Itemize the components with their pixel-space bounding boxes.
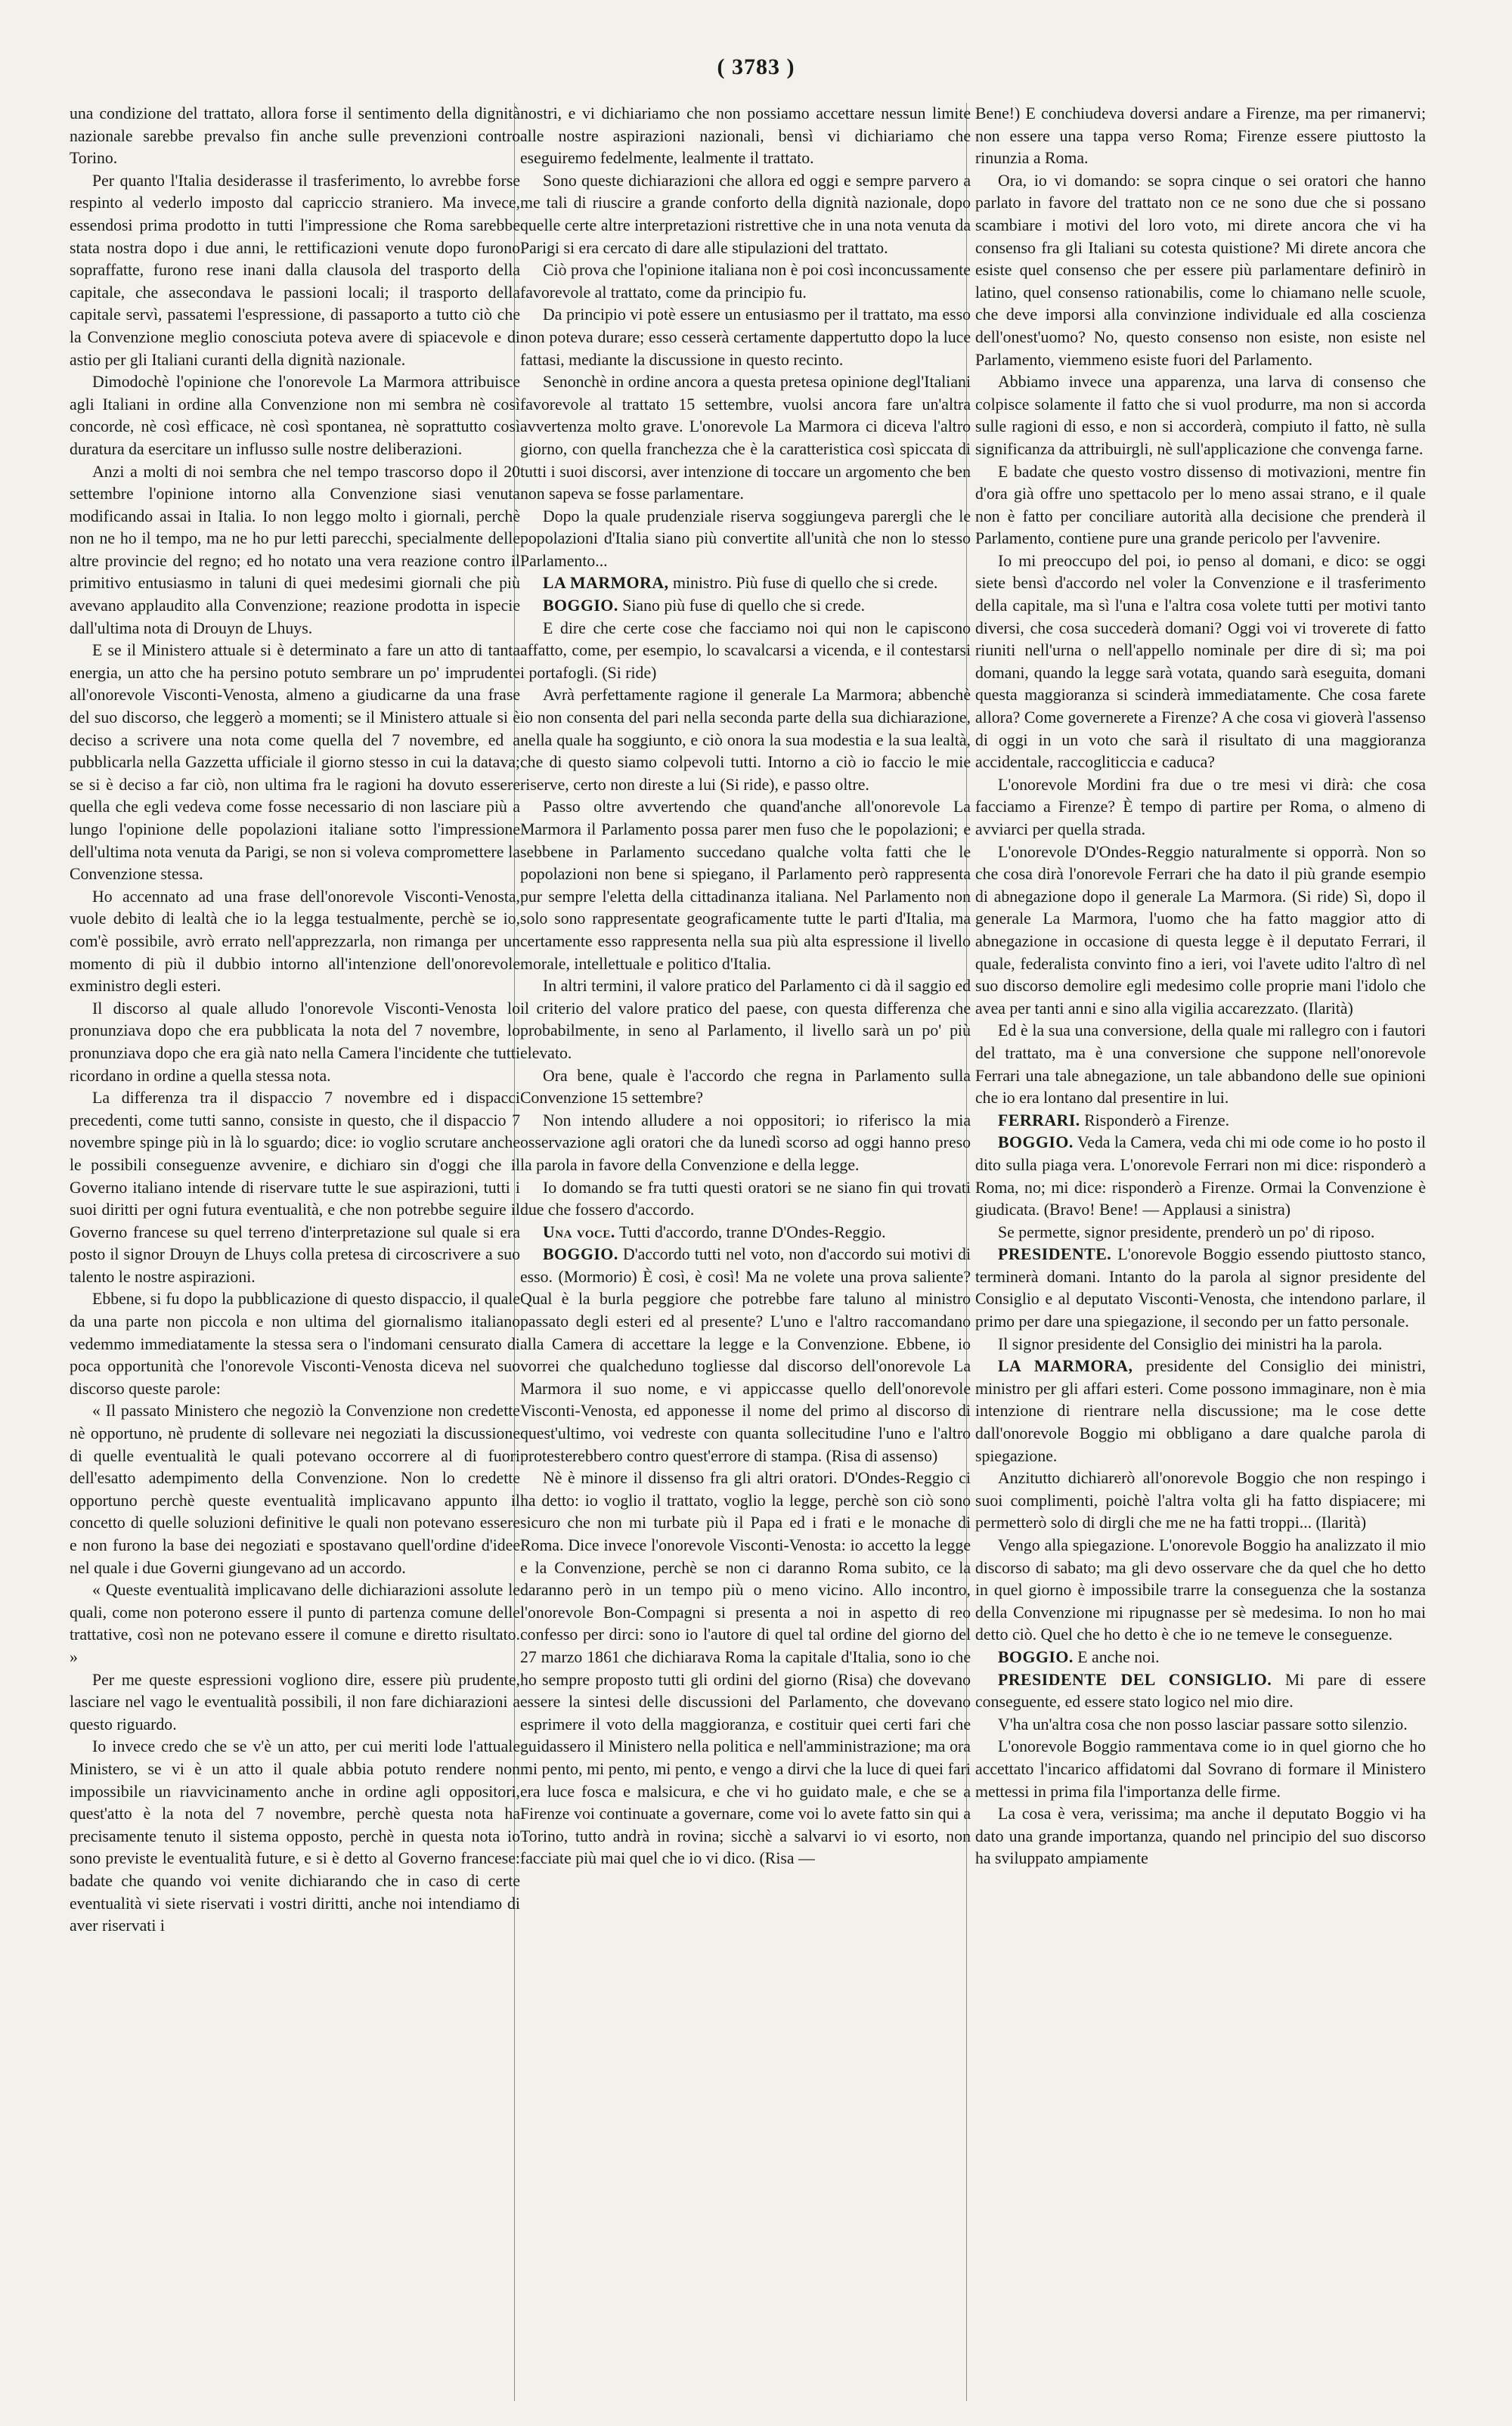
paragraph-text: La differenza tra il dispaccio 7 novembre ed i dispacci precedenti, come tutti sanno, consiste in questo, che il dispaccio 7 novembre spinge più in là lo sguardo; dice: io voglio scrutare anche le possibili conseguenze avvenire, e dichiaro sin d'oggi che il Governo italiano intende di riservare tutte le sue aspirazioni, tutti i suoi diritti per ogni futura eventualità, e che non potrebbe seguire il Governo francese su quel terreno d'interpretazione sul quale si era posto il signor Drouyn de Lhuys colla pretesa di circoscrivere a suo talento le nostre aspirazioni.	[70, 1089, 520, 1286]
paragraph	[520, 684, 971, 796]
speaker-name: FERRARI.	[998, 1111, 1080, 1129]
paragraph-text: Per quanto l'Italia desiderasse il trasferimento, lo avrebbe forse respinto al vederlo imposto dal capriccio straniero. Ma invece, essendosi prima prodotto in tutti l'impressione che Roma sarebbe stata nostra dopo i due anni, le rettificazioni venute dopo furono sopraffatte, furono rese inani dalla clausola del trasporto della capitale, che assecondava le passioni locali; il trasporto della capitale servì, passatemi l'espressione, di passaporto a tutto ciò che la Convenzione meglio conosciuta poteva avere di spiacevole e di astio per gli Italiani curanti della dignità nazionale.	[70, 171, 520, 369]
paragraph	[975, 461, 1426, 550]
paragraph-text: Vengo alla spiegazione. L'onorevole Boggio ha analizzato il mio discorso di sabato; ma gli devo osservare che da quel che ho detto in quel giorno è impossibile trarre la conseguenza che la sostanza della Convenzione mi ripugnasse per sè medesima. Io non ho mai detto ciò. Quel che ho detto è che io ne temeve le conseguenze.	[975, 1536, 1426, 1644]
paragraph-text: Anzitutto dichiarerò all'onorevole Boggio che non respingo i suoi complimenti, poichè l'altra volta gli ha fatto dispiacere; mi permetterò solo di dirgli che me ne ha fatti troppi... (Ilarità)	[975, 1469, 1426, 1532]
paragraph	[975, 170, 1426, 371]
paragraph	[975, 1803, 1426, 1870]
paragraph-text: Senonchè in ordine ancora a questa pretesa opinione degl'Italiani favorevole al trattato 15 settembre, vuolsi ancora fare un'altra avvertenza molto grave. L'onorevole La Marmora ci diceva l'altro giorno, con quella franchezza che è la caratteristica così spiccata di tutti i suoi discorsi, aver intenzione di toccare un argomento che ben non sapeva se fosse parlamentare.	[520, 373, 971, 503]
paragraph	[70, 640, 520, 886]
paragraph-text: nostri, e vi dichiariamo che non possiamo accettare nessun limite alle nostre aspirazioni nazionali, bensì vi dichiariamo che eseguiremo fedelmente, lealmente il trattato.	[520, 104, 971, 168]
paragraph	[520, 1467, 971, 1870]
paragraph-text: Avrà perfettamente ragione il generale La Marmora; abbenchè io non consenta del pari nella seconda parte della sua dichiarazione, nella quale ha soggiunto, e ciò onora la sua modestia e la sua lealtà, che di questo siamo colpevoli tutti. Intorno a ciò io faccio le mie riserve, certo non direste a lui (Si ride), e passo oltre.	[520, 686, 971, 794]
paragraph-text: In altri termini, il valore pratico del Parlamento ci dà il saggio ed il criterio del valore pratico del paese, con questa differenza che probabilmente, in seno al Parlamento, il livello sarà un po' più elevato.	[520, 977, 971, 1062]
paragraph	[520, 796, 971, 975]
paragraph	[975, 774, 1426, 841]
paragraph-text: Abbiamo invece una apparenza, una larva di consenso che colpisce solamente il fatto che si vuol produrre, ma non si accorda sulle ragioni di esso, e non si accorderà, compiuto il fatto, nè sulla significanza da attribuirgli, nè sull'applicazione che convenga farne.	[975, 373, 1426, 458]
paragraph-text: Ebbene, si fu dopo la pubblicazione di questo dispaccio, il quale da una parte non piccola e non ultima del giornalismo italiano vedemmo immediatamente la stessa sera o l'indomani censurato di poca opportunità che l'onorevole Visconti-Venosta diceva nel suo discorso queste parole:	[70, 1290, 520, 1398]
paragraph	[975, 1020, 1426, 1109]
paragraph-text: Il signor presidente del Consiglio dei ministri ha la parola.	[998, 1334, 1383, 1353]
paragraph	[70, 170, 520, 371]
paragraph-text: L'onorevole Boggio essendo piuttosto stanco, terminerà domani. Intanto do la parola al signor presidente del Consiglio e al deputato Visconti-Venosta, che intendono parlare, il primo per dare una spiegazione, il secondo per un fatto personale.	[975, 1245, 1426, 1331]
paragraph-text: una condizione del trattato, allora forse il sentimento della dignità nazionale sarebbe prevalso fin anche sulle prevenzioni contro Torino.	[70, 104, 520, 168]
paragraph	[975, 1714, 1426, 1737]
paragraph-text: « Queste eventualità implicavano delle dichiarazioni assolute le quali, come non poterono essere il punto di partenza comune delle trattative, così non ne potevano essere il comune e diretto risultato. »	[70, 1581, 520, 1666]
paragraph	[70, 1736, 520, 1937]
paragraph-text: E se il Ministero attuale si è determinato a fare un atto di tanta energia, un atto che ha persino potuto sembrare un po' imprudente all'onorevole Visconti-Venosta, almeno a giudicarne da una frase del suo discorso, che leggerò a momenti; se il Ministero attuale si è deciso a scrivere una nota come quella del 7 novembre, ed a pubblicarla nella Gazzetta ufficiale il giorno stesso in cui la datava; se si è deciso a far ciò, non ultima fra le ragioni ha dovuto essere quella che egli vedeva come fosse necessario di non lasciare più a lungo l'opinione delle popolazioni italiane sotto l'impressione dell'ultima nota venuta da Parigi, se non si voleva compromettere la Convenzione stessa.	[70, 641, 520, 884]
paragraph-text: Ed è la sua una conversione, della quale mi rallegro con i fautori del trattato, ma è una conversione che suppone nell'onorevole Ferrari una tale abnegazione, un tale abbandono delle sue opinioni che io era lontano dal presentire in lui.	[975, 1021, 1426, 1108]
paragraph	[975, 1244, 1426, 1333]
paragraph-text: Sono queste dichiarazioni che allora ed oggi e sempre parvero a me tali di riuscire a grande conforto della dignità nazionale, dopo quelle certe altre interpretazioni ristrettive che in una nota venuta da Parigi si era cercato di dare alle stipulazioni del trattato.	[520, 171, 971, 257]
paragraph	[70, 1579, 520, 1668]
paragraph-text: La cosa è vera, verissima; ma anche il deputato Boggio vi ha dato una grande importanza, quando nel principio del suo discorso ha sviluppato ampiamente	[975, 1805, 1426, 1868]
paragraph-text: Ora bene, quale è l'accordo che regna in Parlamento sulla Convenzione 15 settembre?	[520, 1066, 971, 1108]
paragraph-text: ministro. Più fuse di quello che si crede.	[673, 574, 938, 593]
paragraph	[520, 170, 971, 259]
paragraph-text: Per me queste espressioni vogliono dire, essere più prudente, lasciare nel vago le eventualità possibili, il non fare dichiarazioni a questo riguardo.	[70, 1670, 520, 1734]
paragraph	[975, 1647, 1426, 1669]
speaker-name: Una voce.	[543, 1222, 615, 1241]
paragraph	[975, 1222, 1426, 1244]
paragraph-text: Ciò prova che l'opinione italiana non è poi così inconcussamente favorevole al trattato, come da principio fu.	[520, 261, 971, 302]
paragraph	[975, 1467, 1426, 1535]
speaker-name: BOGGIO.	[543, 596, 618, 615]
paragraph-text: Ora, io vi domando: se sopra cinque o sei oratori che hanno parlato in favore del trattato non ce ne sono due che si possano scambiare i motivi del loro voto, mi direte ancora che vi ha consenso fra gli Italiani su cotesta quistione? Mi direte ancora che esiste quel consenso che per essere più parlamentare definirò in latino, quel consenso rationabilis, come lo chiamano nelle scuole, che deve imporsi alla convinzione individuale ed alla coscienza dell'onest'uomo? No, questo consenso non esiste, non esiste nel Parlamento, viemmeno esiste fuori del Parlamento.	[975, 171, 1426, 369]
paragraph	[70, 103, 520, 170]
paragraph	[975, 1535, 1426, 1647]
paragraph-text: Veda la Camera, veda chi mi ode come io ho posto il dito sulla piaga vera. L'onorevole Ferrari non mi dice: risponderò a Roma, no; mi dice: risponderò a Firenze. Ormai la Convenzione è giudicata. (Bravo! Bene! — Applausi a sinistra)	[975, 1133, 1426, 1219]
paragraph-text: Bene!) E conchiudeva doversi andare a Firenze, ma per rimanervi; non essere una tappa verso Roma; Firenze essere piuttosto la rinunzia a Roma.	[975, 104, 1426, 168]
paragraph	[520, 1222, 971, 1244]
speaker-name: PRESIDENTE DEL CONSIGLIO.	[998, 1670, 1272, 1689]
paragraph-text: L'onorevole Boggio rammentava come io in quel giorno che ho accettato l'incarico affidatomi dal Sovrano di formare il Ministero mettessi in prima fila l'importanza delle firme.	[975, 1737, 1426, 1801]
paragraph-text: « Il passato Ministero che negoziò la Convenzione non credette nè opportuno, nè prudente di sollevare nei negoziati la discussione di quelle eventualità le quali potevano occorrere al di fuori dell'esatto adempimento della Convenzione. Non lo credette opportuno perchè queste eventualità implicavano appunto il concetto di quelle soluzioni definitive le quali non potevano essere e non furono la base dei negoziati e spostavano quell'ordine d'idee nel quale i due Governi giungevano ad un accordo.	[70, 1402, 520, 1577]
paragraph-text: Anzi a molti di noi sembra che nel tempo trascorso dopo il 20 settembre l'opinione intorno alla Convenzione siasi venuta modificando assai in Italia. Io non leggo molto i giornali, perchè non ne ho il tempo, ma ne ho pur letti parecchi, specialmente delle altre provincie del regno; ed ho notato una vera reazione contro il primitivo entusiasmo in taluni di quei medesimi giornali che più avevano applaudito alla Convenzione; reazione prodotta in ispecie dall'ultima nota di Drouyn de Lhuys.	[70, 462, 520, 637]
paragraph	[975, 1132, 1426, 1221]
speaker-name: LA MARMORA,	[998, 1357, 1133, 1376]
paragraph	[520, 103, 971, 170]
paragraph-text: Tutti d'accordo, tranne D'Ondes-Reggio.	[618, 1222, 886, 1241]
paragraph	[70, 998, 520, 1087]
paragraph-text: Mi pare di essere conseguente, ed essere stato logico nel mio dire.	[975, 1670, 1426, 1712]
paragraph	[520, 618, 971, 685]
paragraph	[975, 103, 1426, 170]
paragraph-text: E badate che questo vostro dissenso di motivazioni, mentre fin d'ora già offre uno spettacolo per lo meno assai strano, e il quale non è fatto per conciliare autorità alla decisione che prenderà il Parlamento, contiene pure una grande pericolo per l'avvenire.	[975, 462, 1426, 548]
paragraph-text: Da principio vi potè essere un entusiasmo per il trattato, ma esso non poteva durare; esso cesserà certamente dappertutto dopo la luce fattasi, mediante la discussione in questo recinto.	[520, 305, 971, 369]
paragraph-text: L'onorevole Mordini fra due o tre mesi vi dirà: che cosa facciamo a Firenze? È tempo di partire per Roma, o almeno di avviarci per quella strada.	[975, 775, 1426, 838]
speaker-name: PRESIDENTE.	[998, 1245, 1112, 1264]
paragraph	[975, 841, 1426, 1021]
paragraph	[70, 371, 520, 460]
paragraph	[975, 1736, 1426, 1803]
paragraph-text: E dire che certe cose che facciamo noi qui non le capiscono affatto, come, per esempio, lo scavalcarsi a vicenda, e il contestarsi i portafogli. (Si ride)	[520, 618, 971, 682]
paragraph-text: Nè è minore il dissenso fra gli altri oratori. D'Ondes-Reggio ci ha detto: io voglio il trattato, voglio la legge, perchè son ciò sono sicuro che non mi turbate più il Papa ed i frati e le monache di Roma. Dice invece l'onorevole Visconti-Venosta: io accetto la legge e la Convenzione, perchè se non ci daranno Roma subito, ce la daranno però in un tempo più o meno vicino. Allo incontro, l'onorevole Bon-Compagni si presenta a noi in aspetto di reo confesso per dirci: sono io l'autore di quel tal ordine del giorno del 27 marzo 1861 che dichiarava Roma la capitale d'Italia, sono io che ho sempre proposto tutti gli ordini del giorno (Risa) che dovevano essere la sintesi delle discussioni del Parlamento, che dovevano esprimere il voto della maggioranza, e costituir quei certi fari che guidassero il Ministero nella politica e nell'amministrazione; ma ora mi pento, mi pento, mi pento, e vengo a dirvi che la luce di quei fari era luce fosca e malsicura, e che vi ho guidato male, e che se a Firenze voi continuate a governare, come voi lo avete fatto sin qui a Torino, tutto andrà in rovina; sicchè a salvarvi io vi esorto, non facciate più mai quel che io vi dico. (Risa —	[520, 1469, 971, 1868]
paragraph-text: Il discorso al quale alludo l'onorevole Visconti-Venosta lo pronunziava dopo che era pubblicata la nota del 7 novembre, lo pronunziava dopo che era già nato nella Camera l'incidente che tutti ricordano in ordine a quella stessa nota.	[70, 999, 520, 1085]
paragraph	[975, 371, 1426, 460]
paragraph-text: Io invece credo che se v'è un atto, per cui meriti lode l'attuale Ministero, se vi è un atto il quale abbia potuto rendere non impossibile un riavvicinamento anche in ordine agli oppositori, quest'atto è la nota del 7 novembre, perchè questa nota ha precisamente tenuto il sistema opposto, perchè in questa nota io sono previste le eventualità future, e si è detto al Governo francese: badate che quando voi venite dichiarando che in caso di certe eventualità vi siete riservati i vostri diritti, anche noi intendiamo di aver riservati i	[70, 1737, 520, 1935]
paragraph	[520, 1110, 971, 1177]
paragraph	[70, 1400, 520, 1579]
paragraph-text: Io mi preoccupo del poi, io penso al domani, e dico: se oggi siete bensì d'accordo nel voler la Convenzione e il trasferimento della capitale, ma sì l'una e l'altra cosa volete tutti per motivi tanto diversi, che cosa succederà domani? Oggi voi vi troverete di fatto riuniti nell'urna o nell'appello nominale per dire di sì; ma poi domani, quando la legge sarà votata, quando sarà eseguita, domani questa maggioranza si scinderà immediatamente. Che cosa farete allora? Come governerete a Firenze? A che cosa vi gioverà l'assenso di oggi in un voto che sarà il risultato di una maggioranza accidentale, raccogliticcia e caduca?	[975, 551, 1426, 772]
paragraph	[520, 572, 971, 595]
paragraph-text: D'accordo tutti nel voto, non d'accordo sui motivi di esso. (Mormorio) È così, è così! Ma ne volete una prova saliente? Qual è la burla peggiore che potrebbe fare taluno al ministro passato degli esteri ed al presente? L'uno e l'altro raccomandano alla Camera di accettare la legge e la Convenzione. Ebbene, io vorrei che qualcheduno togliesse dal discorso dell'onorevole La Marmora il suo nome, e vi appiccasse quello dell'onorevole Visconti-Venosta, ed apponesse il nome del primo al discorso di quest'ultimo, voi vedreste con quanta sollecitudine l'uno e l'altro protesterebbero contro quest'errore di stampa. (Risa di assenso)	[520, 1245, 971, 1465]
paragraph-text: Passo oltre avvertendo che quand'anche all'onorevole La Marmora il Parlamento possa parer men fuso che le popolazioni; e sebbene in Parlamento succedano qualche volta fatti che le popolazioni non bene si spiegano, il Parlamento però rappresenta pur sempre l'eletta della cittadinanza italiana. Nel Parlamento non solo sono rappresentate geograficamente tutte le parti d'Italia, ma certamente esso rappresenta nella sua più alta espressione il livello morale, intellettuale e politico d'Italia.	[520, 798, 971, 973]
paragraph	[70, 886, 520, 998]
paragraph	[520, 1065, 971, 1110]
paragraph	[520, 506, 971, 573]
speaker-name: BOGGIO.	[543, 1245, 618, 1264]
paragraph-text: Se permette, signor presidente, prenderò un po' di riposo.	[998, 1222, 1375, 1241]
paragraph	[520, 975, 971, 1064]
text-column-right	[975, 103, 1426, 2401]
paragraph	[975, 1334, 1426, 1356]
paragraph	[520, 371, 971, 506]
paragraph	[975, 1110, 1426, 1132]
paragraph-text: Siano più fuse di quello che si crede.	[622, 596, 866, 615]
paragraph-text: Risponderò a Firenze.	[1084, 1111, 1230, 1129]
paragraph-text: V'ha un'altra cosa che non posso lasciar passare sotto silenzio.	[998, 1715, 1408, 1734]
paragraph	[520, 1177, 971, 1222]
paragraph-text: L'onorevole D'Ondes-Reggio naturalmente si opporrà. Non so che cosa dirà l'onorevole Ferrari che ha dato il più grande esempio di abnegazione dopo il generale La Marmora. (Si ride) Sì, dopo il generale La Marmora, l'uomo che ha fatto maggior atto di abnegazione in occasione di questa legge è il deputato Ferrari, il quale, federalista convinto fino a ieri, voi l'avete udito l'altro dì nel suo discorso demolire egli medesimo colle proprie mani l'idolo che avea per tanti anni e sino alla vigilia accarezzato. (Ilarità)	[975, 842, 1426, 1018]
page-number: ( 3783 )	[717, 54, 795, 79]
paragraph	[520, 595, 971, 618]
paragraph	[70, 1087, 520, 1288]
speaker-name: BOGGIO.	[998, 1647, 1074, 1666]
paragraph	[70, 1669, 520, 1737]
paragraph	[975, 1356, 1426, 1467]
paragraph	[520, 304, 971, 371]
paragraph-text: presidente del Consiglio dei ministri, ministro per gli affari esteri. Come possono immaginare, non è mia intenzione di rientrare nella discussione; ma le cose dette dall'onorevole Boggio mi obbligano a dare qualche parola di spiegazione.	[975, 1357, 1426, 1465]
text-column-middle	[520, 103, 971, 2401]
speaker-name: LA MARMORA,	[543, 574, 669, 593]
paragraph-text: Dopo la quale prudenziale riserva soggiungeva parergli che le popolazioni d'Italia siano più convertite all'unità che non lo stesso Parlamento...	[520, 507, 971, 570]
paragraph	[70, 1288, 520, 1400]
paragraph-text: Io domando se fra tutti questi oratori se ne siano fin qui trovati due che fossero d'accordo.	[520, 1178, 971, 1219]
paragraph-text: Non intendo alludere a noi oppositori; io riferisco la mia osservazione agli oratori che da lunedì scorso ad oggi hanno preso la parola in favore della Convenzione e della legge.	[520, 1111, 971, 1174]
paragraph	[975, 550, 1426, 774]
paragraph	[70, 461, 520, 640]
paragraph-text: Dimodochè l'opinione che l'onorevole La Marmora attribuisce agli Italiani in ordine alla Convenzione non mi sembra nè così concorde, nè così efficace, nè così spontanea, nè soprattutto così duratura da esercitare un influsso sulle nostre deliberazioni.	[70, 373, 520, 458]
paragraph	[975, 1669, 1426, 1714]
paragraph	[520, 259, 971, 304]
paragraph	[520, 1244, 971, 1467]
paragraph-text: Ho accennato ad una frase dell'onorevole Visconti-Venosta, vuole debito di lealtà che io la legga testualmente, perchè se io, com'è possibile, avrò errato nell'apprezzarla, non rimanga per un momento di più il dubbio intorno all'intenzione dell'onorevole exministro degli esteri.	[70, 887, 520, 996]
speaker-name: BOGGIO.	[998, 1133, 1074, 1152]
text-column-left	[70, 103, 520, 2401]
paragraph-text: E anche noi.	[1077, 1647, 1160, 1666]
